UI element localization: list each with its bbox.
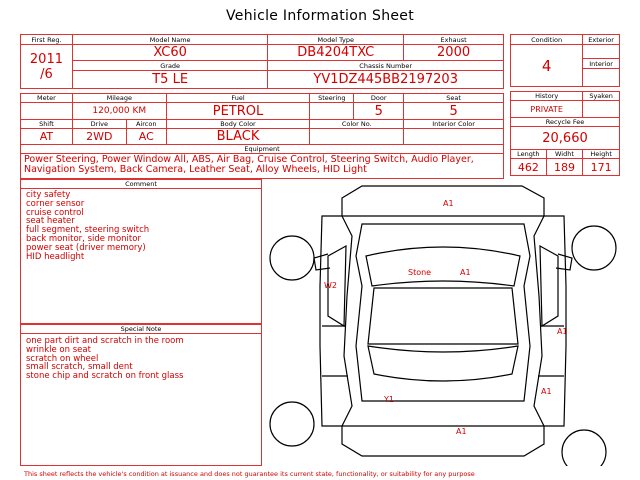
first-reg-year: 2011 xyxy=(29,51,63,67)
steering-label: Steering xyxy=(310,94,354,103)
aircon-label: Aircon xyxy=(126,120,166,129)
special-note-label: Special Note xyxy=(21,325,261,334)
color-no-value xyxy=(310,129,404,145)
special-note-item: one part dirt and scratch in the room xyxy=(26,336,184,346)
door-value: 5 xyxy=(354,103,404,120)
damage-mark-rear: Y1 xyxy=(384,395,394,404)
first-reg-value xyxy=(21,45,73,89)
model-type-value: DB4204TXC xyxy=(268,45,404,61)
special-note-box xyxy=(20,324,262,466)
length-label: Length xyxy=(511,150,547,159)
rear-window-outline xyxy=(368,346,518,381)
first-reg-label: First Reg. xyxy=(21,35,73,45)
sheet-title: Vehicle Information Sheet xyxy=(226,8,414,24)
exterior-value xyxy=(583,45,620,59)
recycle-fee-label: Recycle Fee xyxy=(511,118,620,127)
meter-label: Meter xyxy=(21,94,73,103)
height-value: 171 xyxy=(583,159,620,176)
damage-mark-windshield: A1 xyxy=(460,268,471,277)
exterior-label: Exterior xyxy=(583,35,620,45)
front-left-wheel xyxy=(270,236,314,280)
shift-label: Shift xyxy=(21,120,73,129)
car-damage-diagram xyxy=(262,176,632,466)
damage-mark-left: W2 xyxy=(324,281,337,290)
vehicle-info-table xyxy=(20,34,504,179)
grade-label: Grade xyxy=(72,61,267,71)
condition-label: Condition xyxy=(511,35,583,45)
syaken-value xyxy=(583,101,620,118)
comment-item: power seat (driver memory) xyxy=(26,242,146,253)
front-right-wheel xyxy=(572,226,616,270)
seat-value: 5 xyxy=(404,103,504,120)
comment-box xyxy=(20,179,262,324)
width-value: 189 xyxy=(546,159,583,176)
grade-value: T5 LE xyxy=(72,71,267,89)
color-no-label: Color No. xyxy=(310,120,404,129)
chassis-number-label: Chassis Number xyxy=(268,61,504,71)
model-name-label: Model Name xyxy=(72,35,267,45)
special-note-item: scratch on wheel xyxy=(26,353,99,364)
equipment-value: Power Steering, Power Window All, ABS, Air Bag, Cruise Control, Steering Switch, Audio Player, Navigation System, Back Camera, Leather Seat, Alloy Wheels, HID Light xyxy=(21,154,504,179)
damage-mark-front: A1 xyxy=(443,199,454,208)
condition-table xyxy=(510,34,620,176)
comment-list xyxy=(21,189,261,263)
body-color-value: BLACK xyxy=(166,129,310,145)
comment-item: back monitor, side monitor xyxy=(26,233,141,244)
meter-value xyxy=(21,103,73,120)
exhaust-label: Exhaust xyxy=(404,35,504,45)
length-value: 462 xyxy=(511,159,547,176)
comment-item: cruise control xyxy=(26,207,84,218)
width-label: Widht xyxy=(546,150,583,159)
comment-item: corner sensor xyxy=(26,198,85,209)
fuel-value: PETROL xyxy=(166,103,310,120)
equipment-label: Equipment xyxy=(21,145,504,154)
damage-mark-right: A1 xyxy=(557,327,568,336)
model-name-value: XC60 xyxy=(72,45,267,61)
chassis-number-value: YV1DZ445BB2197203 xyxy=(268,71,504,89)
steering-value xyxy=(310,103,354,120)
height-label: Height xyxy=(583,150,620,159)
right-window-outline xyxy=(540,246,558,326)
drive-label: Drive xyxy=(72,120,126,129)
recycle-fee-value: 20,660 xyxy=(511,127,620,150)
roof-outline xyxy=(368,288,518,344)
interior-value xyxy=(583,69,620,87)
rear-left-wheel xyxy=(270,402,314,446)
comment-item: full segment, steering switch xyxy=(26,225,150,236)
condition-value: 4 xyxy=(511,45,583,87)
syaken-label: Syaken xyxy=(583,92,620,101)
shift-value: AT xyxy=(21,129,73,145)
windshield-outline xyxy=(366,247,520,286)
disclaimer-text: This sheet reflects the vehicle's condition at issuance and does not guarantee its current state, functionality, or suitability for any purpose xyxy=(24,470,475,478)
history-value: PRIVATE xyxy=(511,101,583,118)
special-note-list xyxy=(21,334,261,383)
comment-item: city safety xyxy=(26,190,71,200)
special-note-item: stone chip and scratch on front glass xyxy=(26,371,184,382)
damage-mark-right-lower: A1 xyxy=(541,387,552,396)
history-label: History xyxy=(511,92,583,101)
door-label: Door xyxy=(354,94,404,103)
interior-label: Interior xyxy=(583,59,620,69)
first-reg-month: /6 xyxy=(40,66,53,82)
comment-item: HID headlight xyxy=(26,251,85,262)
cabin-outline xyxy=(356,224,530,401)
mileage-label: Mileage xyxy=(72,94,166,103)
special-note-item: wrinkle on seat xyxy=(26,344,91,355)
damage-mark-windshield-stone: Stone xyxy=(408,268,432,277)
aircon-value: AC xyxy=(126,129,166,145)
rear-right-wheel xyxy=(562,430,606,466)
interior-color-label: Interior Color xyxy=(404,120,504,129)
drive-value: 2WD xyxy=(72,129,126,145)
seat-label: Seat xyxy=(404,94,504,103)
rear-bumper-outline xyxy=(342,426,544,456)
special-note-item: small scratch, small dent xyxy=(26,362,133,373)
mileage-value: 120,000 KM xyxy=(72,103,166,120)
body-color-label: Body Color xyxy=(166,120,310,129)
model-type-label: Model Type xyxy=(268,35,404,45)
damage-mark-rear-bumper: A1 xyxy=(456,427,467,436)
comment-label: Comment xyxy=(21,180,261,189)
fuel-label: Fuel xyxy=(166,94,310,103)
comment-item: seat heater xyxy=(26,216,75,227)
exhaust-value: 2000 xyxy=(404,45,504,61)
interior-color-value xyxy=(404,129,504,145)
